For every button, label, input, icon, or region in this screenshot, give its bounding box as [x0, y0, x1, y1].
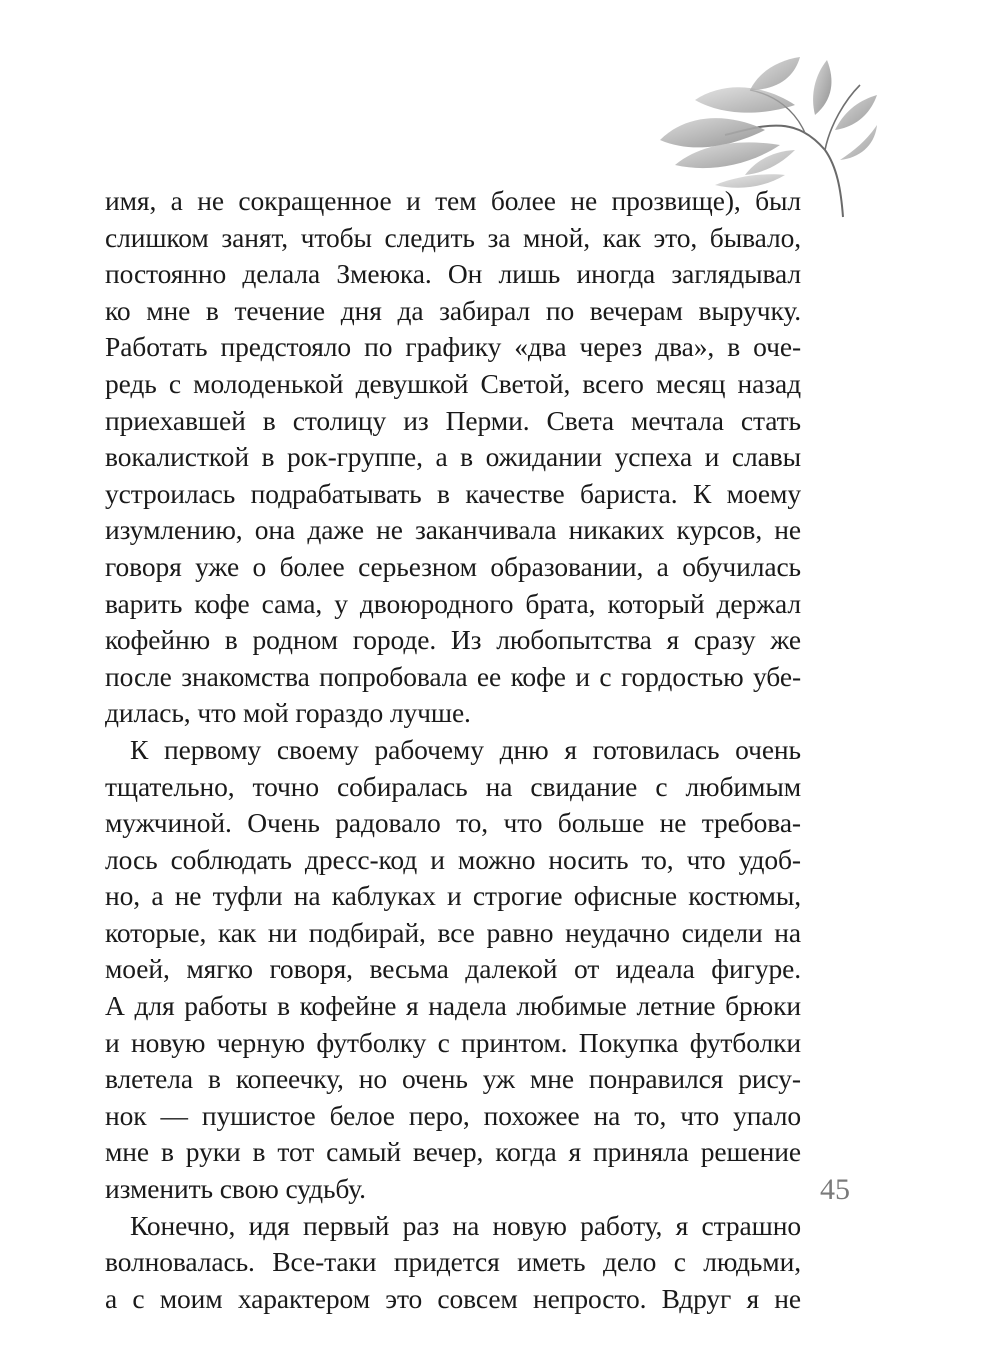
text-line: дилась, что мой гораздо лучше. — [105, 697, 471, 729]
text-line: мне в руки в тот самый вечер, когда я приняла решение — [105, 1136, 801, 1168]
paragraph — [105, 732, 801, 1208]
text-line: К первому своему рабочему дню я готовилась очень — [130, 733, 801, 765]
text-line: Конечно, идя первый раз на новую работу, я страшно — [130, 1209, 801, 1241]
text-line: изменить свою судьбу. — [105, 1173, 366, 1205]
text-line: устроилась подрабатывать в качестве бариста. К моему — [105, 477, 801, 509]
text-line: имя, а не сокращенное и тем более не прозвище), был — [105, 185, 801, 216]
text-line: после знакомства попробовала ее кофе и с гордостью убе- — [105, 660, 801, 692]
text-line: приехавшей в столицу из Перми. Света мечтала стать — [105, 404, 801, 436]
text-line: которые, как ни подбирай, все равно неудачно сидели на — [105, 916, 801, 948]
paragraph — [105, 1208, 801, 1318]
text-line: мужчиной. Очень радовало то, что больше не требова- — [105, 807, 801, 839]
text-line: А для работы в кофейне я надела любимые летние брюки — [105, 990, 801, 1022]
text-line: а с моим характером это совсем непросто. Вдруг я не — [105, 1282, 801, 1314]
text-line: постоянно делала Змеюка. Он лишь иногда заглядывал — [105, 258, 801, 290]
text-line: варить кофе сама, у двоюродного брата, который держал — [105, 587, 801, 619]
text-line: моей, мягко говоря, весьма далекой от идеала фигуре. — [105, 953, 801, 985]
text-line: ко мне в течение дня да забирал по вечерам выручку. — [105, 294, 801, 326]
text-line: слишком занят, чтобы следить за мной, как это, бывало, — [105, 221, 801, 253]
body-text — [105, 183, 801, 1317]
page-number: 45 — [820, 1173, 850, 1206]
text-line: Работать предстояло по графику «два через два», в оче- — [105, 331, 801, 363]
paragraph — [105, 183, 801, 732]
text-line: нок — пушистое белое перо, похожее на то, что упало — [105, 1099, 801, 1131]
text-line: лось соблюдать дресс-код и можно носить то, что удоб- — [105, 843, 801, 875]
text-line: но, а не туфли на каблуках и строгие офисные костюмы, — [105, 880, 801, 912]
text-line: вокалисткой в рок-группе, а в ожидании успеха и славы — [105, 441, 801, 473]
text-line: волновалась. Все-таки придется иметь дело с людьми, — [105, 1246, 801, 1278]
text-line: и новую черную футболку с принтом. Покупка футболки — [105, 1026, 801, 1058]
text-line: изумлению, она даже не заканчивала никаких курсов, не — [105, 514, 801, 546]
text-line: кофейню в родном городе. Из любопытства я сразу же — [105, 624, 801, 656]
text-line: редь с молоденькой девушкой Светой, всего месяц назад — [105, 367, 801, 399]
text-line: тщательно, точно собиралась на свидание с любимым — [105, 770, 801, 802]
text-line: влетела в копеечку, но очень уж мне понравился рису- — [105, 1063, 801, 1095]
text-line: говоря уже о более серьезном образовании, а обучилась — [105, 550, 801, 582]
